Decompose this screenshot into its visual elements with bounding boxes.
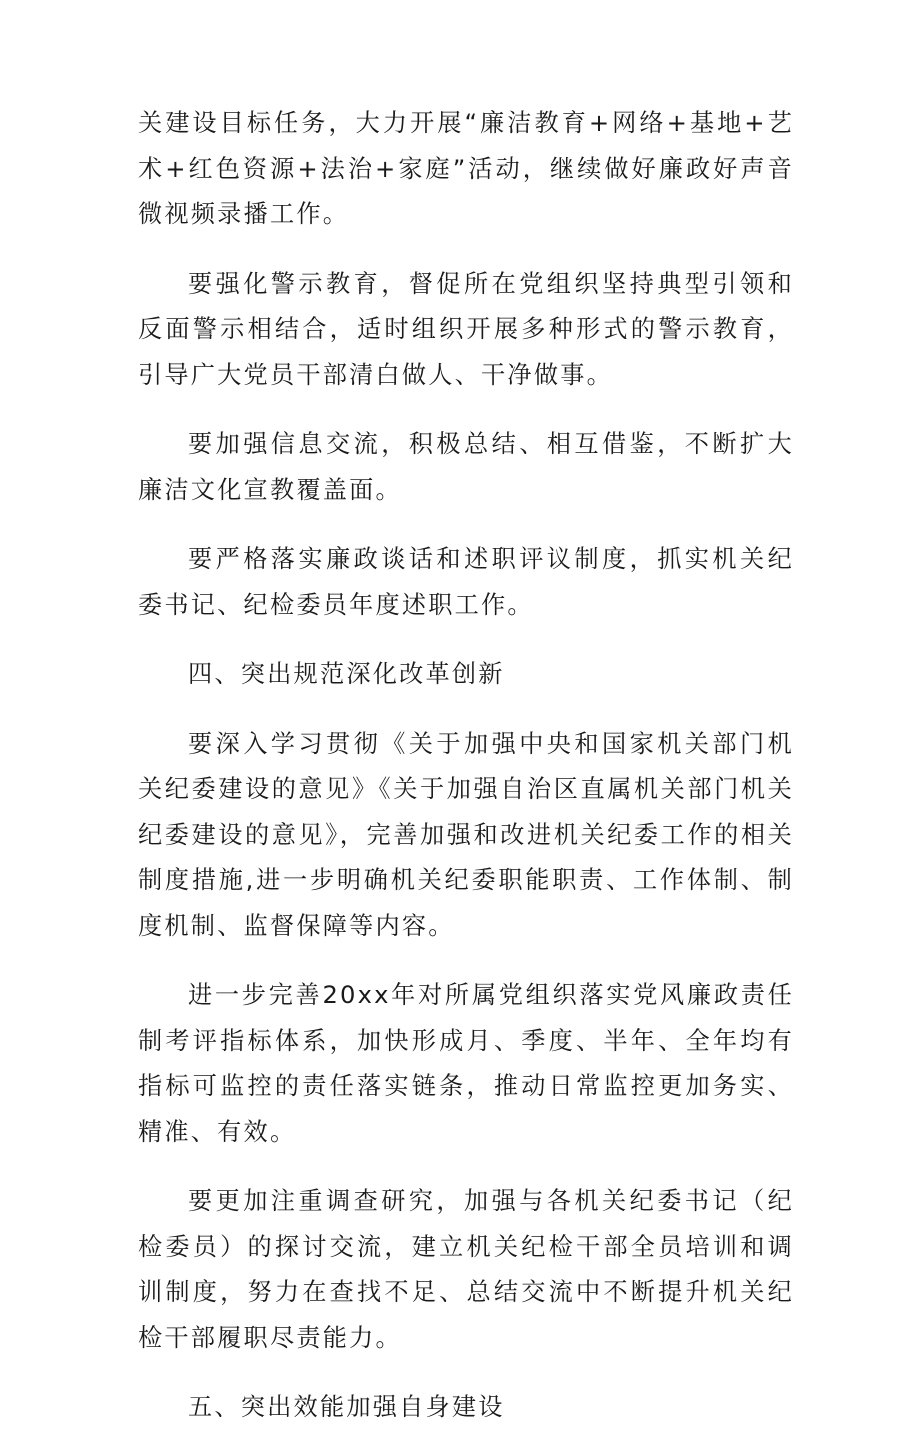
paragraph-study-opinions: 要深入学习贯彻《关于加强中央和国家机关部门机关纪委建设的意见》《关于加强自治区直属机关部门机关纪委建设的意见》，完善加强和改进机关纪委工作的相关制度措施,进一步明确机关纪委职能职责、工作体制、制度机制、监督保障等内容。 [138,729,794,940]
paragraph-research-training: 要更加注重调查研究，加强与各机关纪委书记（纪检委员）的探讨交流，建立机关纪检干部全员培训和调训制度，努力在查找不足、总结交流中不断提升机关纪检干部履职尽责能力。 [138,1187,794,1352]
document-body [138,101,794,1455]
paragraph-integrity-talks: 要严格落实廉政谈话和述职评议制度，抓实机关纪委书记、纪检委员年度述职工作。 [138,545,794,619]
paragraph-continued: 关建设目标任务，大力开展“廉洁教育+网络+基地+艺术+红色资源+法治+家庭”活动，继续做好廉政好声音微视频录播工作。 [138,109,794,228]
paragraph-information-exchange: 要加强信息交流，积极总结、相互借鉴，不断扩大廉洁文化宣教覆盖面。 [138,430,794,504]
section-heading-four: 四、突出规范深化改革创新 [188,660,505,688]
section-heading-five: 五、突出效能加强自身建设 [188,1393,505,1421]
paragraph-evaluation-system: 进一步完善20xx年对所属党组织落实党风廉政责任制考评指标体系，加快形成月、季度、半年、全年均有指标可监控的责任落实链条，推动日常监控更加务实、精准、有效。 [138,981,794,1146]
paragraph-warning-education: 要强化警示教育，督促所在党组织坚持典型引领和反面警示相结合，适时组织开展多种形式的警示教育，引导广大党员干部清白做人、干净做事。 [138,269,794,389]
